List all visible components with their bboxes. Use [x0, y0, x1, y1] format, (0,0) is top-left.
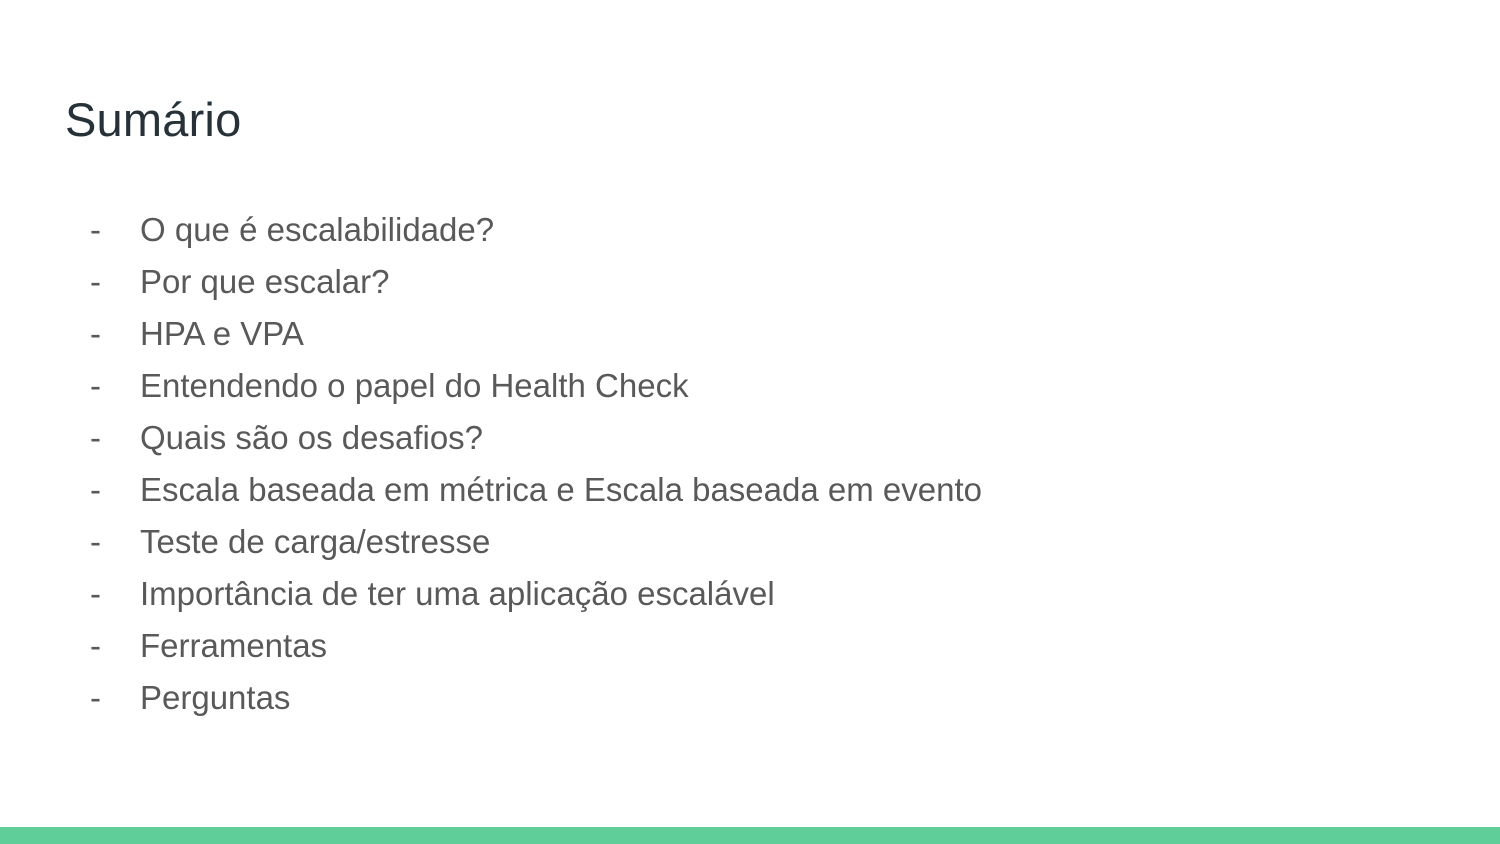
agenda-item-label: Teste de carga/estresse	[140, 523, 491, 560]
agenda-item-label: Perguntas	[140, 679, 291, 716]
bullet-dash: -	[90, 471, 101, 508]
bullet-dash: -	[90, 523, 101, 560]
agenda-item	[90, 204, 982, 256]
agenda-item	[90, 516, 982, 568]
agenda-item	[90, 412, 982, 464]
agenda-item	[90, 308, 982, 360]
agenda-item	[90, 360, 982, 412]
agenda-item-label: Por que escalar?	[140, 263, 390, 300]
agenda-list	[90, 204, 982, 724]
bullet-dash: -	[90, 679, 101, 716]
bullet-dash: -	[90, 419, 101, 456]
agenda-item	[90, 620, 982, 672]
agenda-item-label: Entendendo o papel do Health Check	[140, 367, 689, 404]
agenda-item	[90, 672, 982, 724]
bullet-dash: -	[90, 211, 101, 248]
agenda-item-label: Quais são os desafios?	[140, 419, 484, 456]
agenda-item-label: O que é escalabilidade?	[140, 211, 495, 248]
slide-title: Sumário	[65, 93, 242, 146]
agenda-item	[90, 464, 982, 516]
bullet-dash: -	[90, 367, 101, 404]
bullet-dash: -	[90, 315, 101, 352]
agenda-item-label: Ferramentas	[140, 627, 328, 664]
agenda-item-label: Escala baseada em métrica e Escala baseada em evento	[140, 471, 982, 508]
bullet-dash: -	[90, 627, 101, 664]
agenda-item-label: HPA e VPA	[140, 315, 304, 352]
agenda-item	[90, 568, 982, 620]
bullet-dash: -	[90, 263, 101, 300]
agenda-item-label: Importância de ter uma aplicação escalável	[140, 575, 775, 612]
bullet-dash: -	[90, 575, 101, 612]
agenda-item	[90, 256, 982, 308]
footer-accent-bar	[0, 827, 1500, 844]
